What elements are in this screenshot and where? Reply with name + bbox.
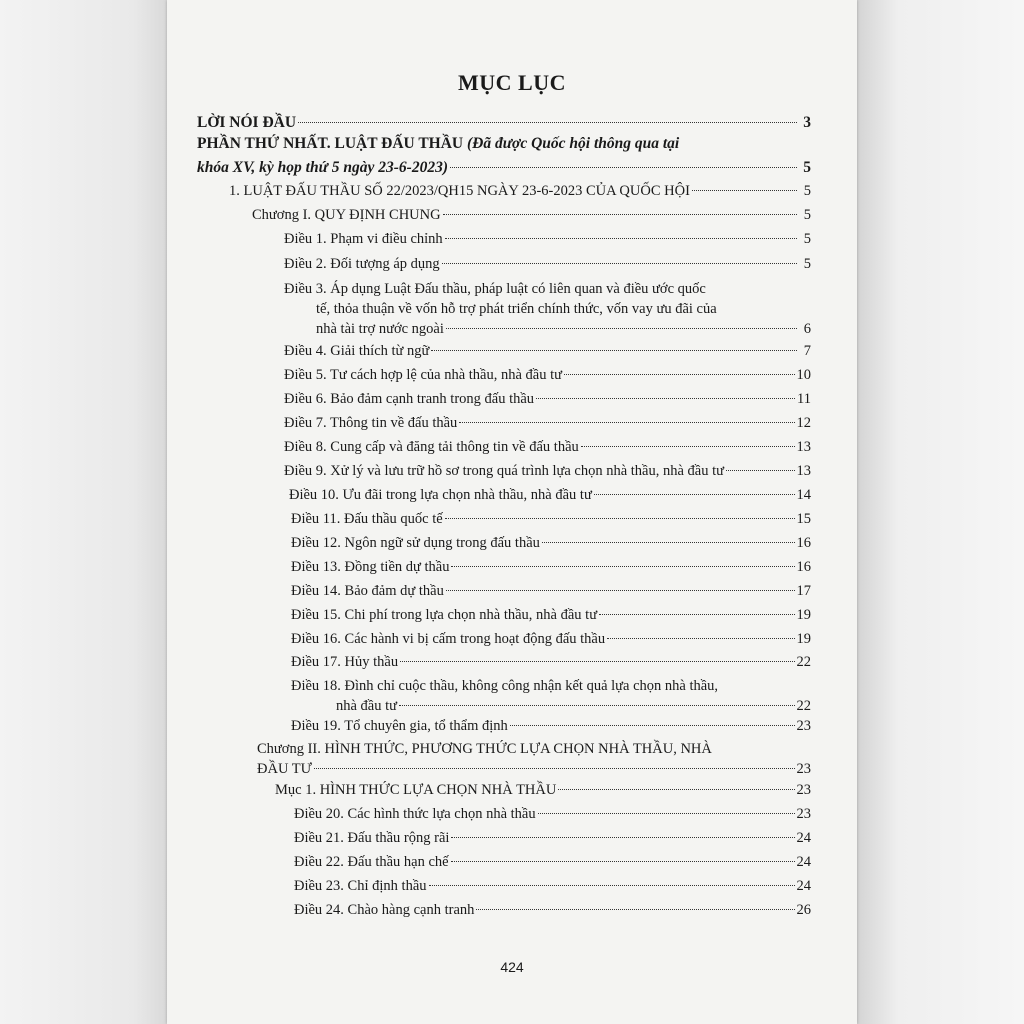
- page-title: MỤC LỤC: [458, 70, 566, 95]
- toc-entry-title: Điều 4. Giải thích từ ngữ: [284, 343, 430, 359]
- toc-entry-title: Điều 9. Xử lý và lưu trữ hồ sơ trong quá trình lựa chọn nhà thầu, nhà đầu tư: [284, 463, 724, 479]
- toc-entry-continuation: tế, thỏa thuận về vốn hỗ trợ phát triển chính thức, vốn vay ưu đãi của: [316, 301, 717, 317]
- toc-entry: [291, 605, 811, 625]
- toc-entry-title: Điều 2. Đối tượng áp dụng: [284, 256, 440, 272]
- toc-entry-title: 1. LUẬT ĐẤU THẦU SỐ 22/2023/QH15 NGÀY 23-6-2023 CỦA QUỐC HỘI: [229, 183, 690, 199]
- toc-entry-page: 24: [796, 854, 811, 870]
- toc-entry-page: 16: [796, 559, 811, 575]
- toc-entry-page: 19: [796, 607, 811, 623]
- leader-dots: [451, 566, 794, 567]
- toc-entry-title: Điều 5. Tư cách hợp lệ của nhà thầu, nhà đầu tư: [284, 367, 562, 383]
- toc-entry: [294, 828, 811, 848]
- toc-entry-page: 5: [803, 207, 811, 223]
- toc-entry: [291, 557, 811, 577]
- toc-entry-title: Điều 24. Chào hàng cạnh tranh: [294, 902, 475, 918]
- leader-dots: [510, 725, 795, 726]
- toc-entry-title: Điều 8. Cung cấp và đăng tải thông tin về đấu thầu: [284, 439, 579, 455]
- toc-entry-title: Điều 21. Đấu thầu rộng rãi: [294, 830, 450, 846]
- leader-dots: [442, 263, 797, 264]
- toc-entry: [257, 739, 811, 779]
- toc-entry-page: 3: [803, 114, 811, 131]
- toc-entry-page: 13: [796, 439, 811, 455]
- toc-entry-title: Điều 17. Hủy thầu: [291, 654, 399, 670]
- toc-entry-page: 13: [796, 463, 811, 479]
- toc-entry-page: 14: [796, 487, 811, 503]
- toc-entry-title: Điều 19. Tổ chuyên gia, tổ thẩm định: [291, 718, 508, 734]
- toc-entry-title: Điều 1. Phạm vi điều chỉnh: [284, 231, 443, 247]
- toc-entry: [291, 533, 811, 553]
- toc-entry: [284, 341, 811, 361]
- leader-dots: [536, 398, 795, 399]
- toc-entry-continuation: nhà đầu tư: [336, 698, 398, 714]
- toc-entry-title: Điều 16. Các hành vi bị cấm trong hoạt động đấu thầu: [291, 631, 606, 647]
- toc-entry: [294, 876, 811, 896]
- toc-entry-title: Chương I. QUY ĐỊNH CHUNG: [252, 207, 441, 223]
- toc-entry-page: 26: [796, 902, 811, 918]
- leader-dots: [599, 614, 794, 615]
- toc-entry-page: 10: [796, 367, 811, 383]
- toc-entry-title: Điều 3. Áp dụng Luật Đấu thầu, pháp luật có liên quan và điều ước quốc: [284, 281, 706, 297]
- toc-entry-page: 24: [796, 830, 811, 846]
- background-right: [857, 0, 1024, 1024]
- toc-entry-page: 11: [797, 391, 811, 407]
- toc-entry: [197, 113, 811, 133]
- toc-entry-page: 15: [796, 511, 811, 527]
- leader-dots: [538, 813, 795, 814]
- toc-entry-page: 23: [796, 718, 811, 734]
- toc-entry: [284, 229, 811, 249]
- toc-entry-title: Điều 14. Bảo đảm dự thầu: [291, 583, 444, 599]
- leader-dots: [564, 374, 795, 375]
- toc-entry: [284, 461, 811, 481]
- toc-entry-page: 23: [796, 782, 811, 798]
- toc-entry-title: Điều 12. Ngôn ngữ sử dụng trong đấu thầu: [291, 535, 540, 551]
- toc-entry: [284, 254, 811, 274]
- leader-dots: [451, 861, 795, 862]
- toc-entry-title: Điều 22. Đấu thầu hạn chế: [294, 854, 449, 870]
- leader-dots: [400, 661, 794, 662]
- toc-entry-page: 6: [803, 321, 811, 337]
- toc-entry-page: 22: [796, 698, 811, 714]
- leader-dots: [476, 909, 794, 910]
- toc-entry: [284, 279, 811, 339]
- toc-entry-page: 23: [796, 761, 811, 777]
- background-left: [0, 0, 167, 1024]
- leader-dots: [450, 167, 797, 168]
- leader-dots: [443, 214, 797, 215]
- leader-dots: [594, 494, 795, 495]
- toc-entry-title: Điều 6. Bảo đảm cạnh tranh trong đấu thầu: [284, 391, 535, 407]
- toc-entry-page: 7: [803, 343, 811, 359]
- toc-entry-page: 17: [796, 583, 811, 599]
- toc-entry-subtitle: (Đã được Quốc hội thông qua tại: [463, 135, 680, 152]
- toc-entry-page: 5: [803, 159, 811, 176]
- toc-entry: [291, 676, 811, 716]
- page-number: 424: [500, 959, 524, 975]
- toc-entry-page: 23: [796, 806, 811, 822]
- document-page: [167, 0, 857, 1024]
- leader-dots: [607, 638, 794, 639]
- toc-entry: [291, 629, 811, 649]
- toc-entry: [291, 716, 811, 736]
- toc-entry: [252, 205, 811, 225]
- toc-entry: [284, 437, 811, 457]
- toc-entry: [289, 485, 811, 505]
- toc-entry-title: Điều 7. Thông tin về đấu thầu: [284, 415, 458, 431]
- toc-entry-title: PHẦN THỨ NHẤT. LUẬT ĐẤU THẦU: [197, 135, 464, 152]
- table-of-contents: [167, 0, 857, 1024]
- toc-entry: [284, 365, 811, 385]
- leader-dots: [445, 518, 795, 519]
- leader-dots: [399, 705, 794, 706]
- leader-dots: [431, 350, 797, 351]
- leader-dots: [581, 446, 795, 447]
- toc-entry-title: Điều 10. Ưu đãi trong lựa chọn nhà thầu, nhà đầu tư: [289, 487, 592, 503]
- toc-entry-page: 22: [796, 654, 811, 670]
- toc-entry-page: 5: [803, 256, 811, 272]
- leader-dots: [726, 470, 795, 471]
- leader-dots: [692, 190, 797, 191]
- toc-entry-title: Chương II. HÌNH THỨC, PHƯƠNG THỨC LỰA CHỌN NHÀ THẦU, NHÀ: [257, 741, 712, 757]
- toc-entry: [294, 900, 811, 920]
- toc-entry: [229, 181, 811, 201]
- leader-dots: [446, 328, 797, 329]
- leader-dots: [542, 542, 795, 543]
- leader-dots: [429, 885, 795, 886]
- toc-entry-continuation: khóa XV, kỳ họp thứ 5 ngày 23-6-2023): [197, 159, 448, 176]
- toc-entry-page: 19: [796, 631, 811, 647]
- toc-entry-title: Điều 23. Chỉ định thầu: [294, 878, 427, 894]
- leader-dots: [445, 238, 797, 239]
- toc-entry-title: Mục 1. HÌNH THỨC LỰA CHỌN NHÀ THẦU: [275, 782, 557, 798]
- toc-entry: [291, 509, 811, 529]
- leader-dots: [314, 768, 795, 769]
- toc-entry-continuation: nhà tài trợ nước ngoài: [316, 321, 444, 337]
- leader-dots: [451, 837, 794, 838]
- toc-entry-page: 5: [803, 231, 811, 247]
- leader-dots: [298, 122, 797, 123]
- leader-dots: [446, 590, 795, 591]
- toc-entry: [294, 852, 811, 872]
- toc-entry: [197, 134, 811, 178]
- toc-entry: [284, 389, 811, 409]
- toc-entry-page: 24: [796, 878, 811, 894]
- toc-entry-title: Điều 15. Chi phí trong lựa chọn nhà thầu, nhà đầu tư: [291, 607, 598, 623]
- toc-entry-page: 5: [803, 183, 811, 199]
- toc-entry: [291, 581, 811, 601]
- toc-entry-page: 16: [796, 535, 811, 551]
- toc-entry: [294, 804, 811, 824]
- toc-entry: [291, 652, 811, 672]
- toc-entry-title: LỜI NÓI ĐẦU: [197, 114, 297, 131]
- toc-entry-title: Điều 11. Đấu thầu quốc tế: [291, 511, 443, 527]
- toc-entry-page: 12: [796, 415, 811, 431]
- toc-entry-title: Điều 20. Các hình thức lựa chọn nhà thầu: [294, 806, 536, 822]
- toc-entry-title: Điều 18. Đình chỉ cuộc thầu, không công nhận kết quả lựa chọn nhà thầu,: [291, 678, 719, 694]
- toc-entry-title: Điều 13. Đồng tiền dự thầu: [291, 559, 450, 575]
- toc-entry-continuation: ĐẦU TƯ: [257, 761, 312, 777]
- leader-dots: [459, 422, 794, 423]
- toc-entry: [275, 780, 811, 800]
- leader-dots: [558, 789, 794, 790]
- toc-entry: [284, 413, 811, 433]
